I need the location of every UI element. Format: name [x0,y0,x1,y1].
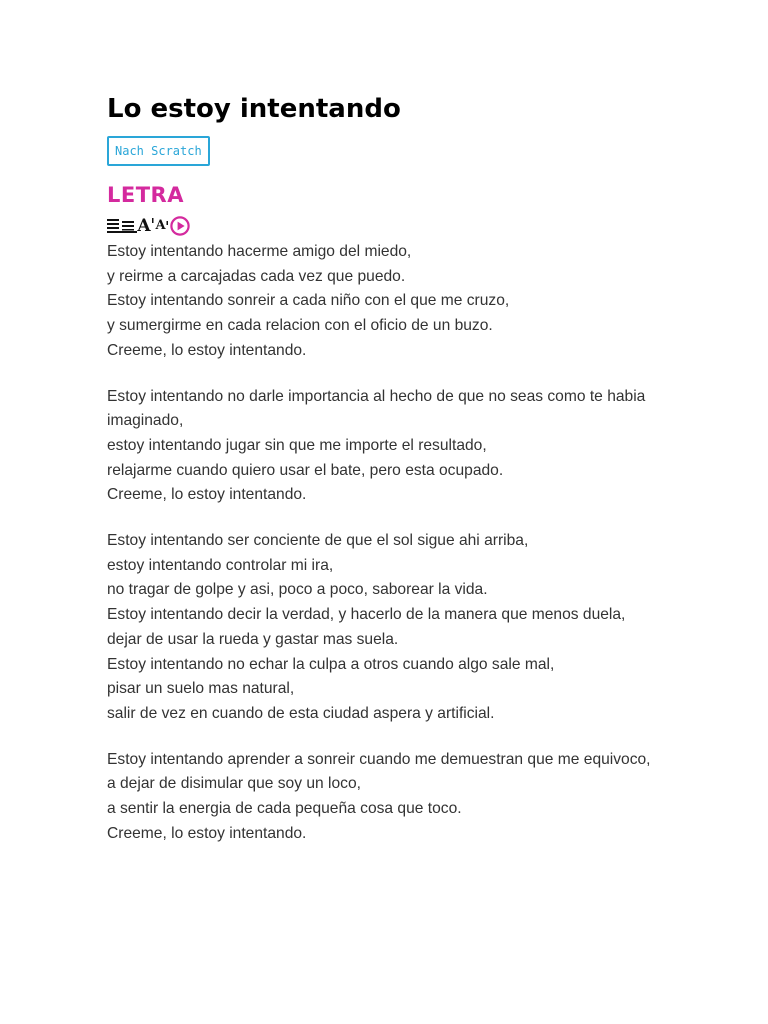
play-icon[interactable] [170,215,190,237]
lyrics-stanza [107,529,667,727]
lyrics-line: salir de vez en cuando de esta ciudad aspera y artificial. [107,704,495,722]
lyrics-line: Estoy intentando no echar la culpa a otros cuando algo sale mal, [107,655,555,673]
lyrics-heading: LETRA [107,183,184,207]
lyrics-line: Estoy intentando sonreir a cada niño con el que me cruzo, [107,292,510,310]
lyrics-stanza [107,748,667,847]
lyrics-line: Estoy intentando no darle importancia al hecho de que no seas como te habia imaginado, [107,387,646,430]
lyrics-line: relajarme cuando quiero usar el bate, pero esta ocupado. [107,461,504,479]
artist-tag-button[interactable]: Nach Scratch [107,136,210,166]
lyrics-body [107,240,667,867]
lyrics-line: pisar un suelo mas natural, [107,680,295,698]
lyrics-line: Creeme, lo estoy intentando. [107,341,307,359]
lyrics-line: Creeme, lo estoy intentando. [107,824,307,842]
lyrics-line: y reirme a carcajadas cada vez que puedo. [107,267,406,285]
lyrics-stanza [107,240,667,364]
lyrics-line: a dejar de disimular que soy un loco, [107,775,361,793]
decrease-font-icon[interactable]: A [155,218,166,233]
lyrics-line: y sumergirme en cada relacion con el oficio de un buzo. [107,317,493,335]
lyrics-toolbar [107,215,190,237]
lyrics-line: a sentir la energia de cada pequeña cosa que toco. [107,800,462,818]
lyrics-line: Creeme, lo estoy intentando. [107,486,307,504]
align-lines-icon[interactable] [107,215,137,237]
lyrics-line: no tragar de golpe y asi, poco a poco, saborear la vida. [107,581,488,599]
lyrics-line: Estoy intentando aprender a sonreir cuando me demuestran que me equivoco, [107,750,651,768]
lyrics-line: Estoy intentando hacerme amigo del miedo, [107,243,412,260]
lyrics-line: Estoy intentando ser conciente de que el sol sigue ahi arriba, [107,532,529,550]
lyrics-line: estoy intentando jugar sin que me importe el resultado, [107,436,487,454]
lyrics-line: dejar de usar la rueda y gastar mas suela. [107,630,399,648]
lyrics-stanza [107,385,667,509]
lyrics-line: Estoy intentando decir la verdad, y hacerlo de la manera que menos duela, [107,606,626,624]
increase-font-icon[interactable]: A [137,216,151,236]
song-title: Lo estoy intentando [107,94,401,124]
lyrics-line: estoy intentando controlar mi ira, [107,556,334,574]
